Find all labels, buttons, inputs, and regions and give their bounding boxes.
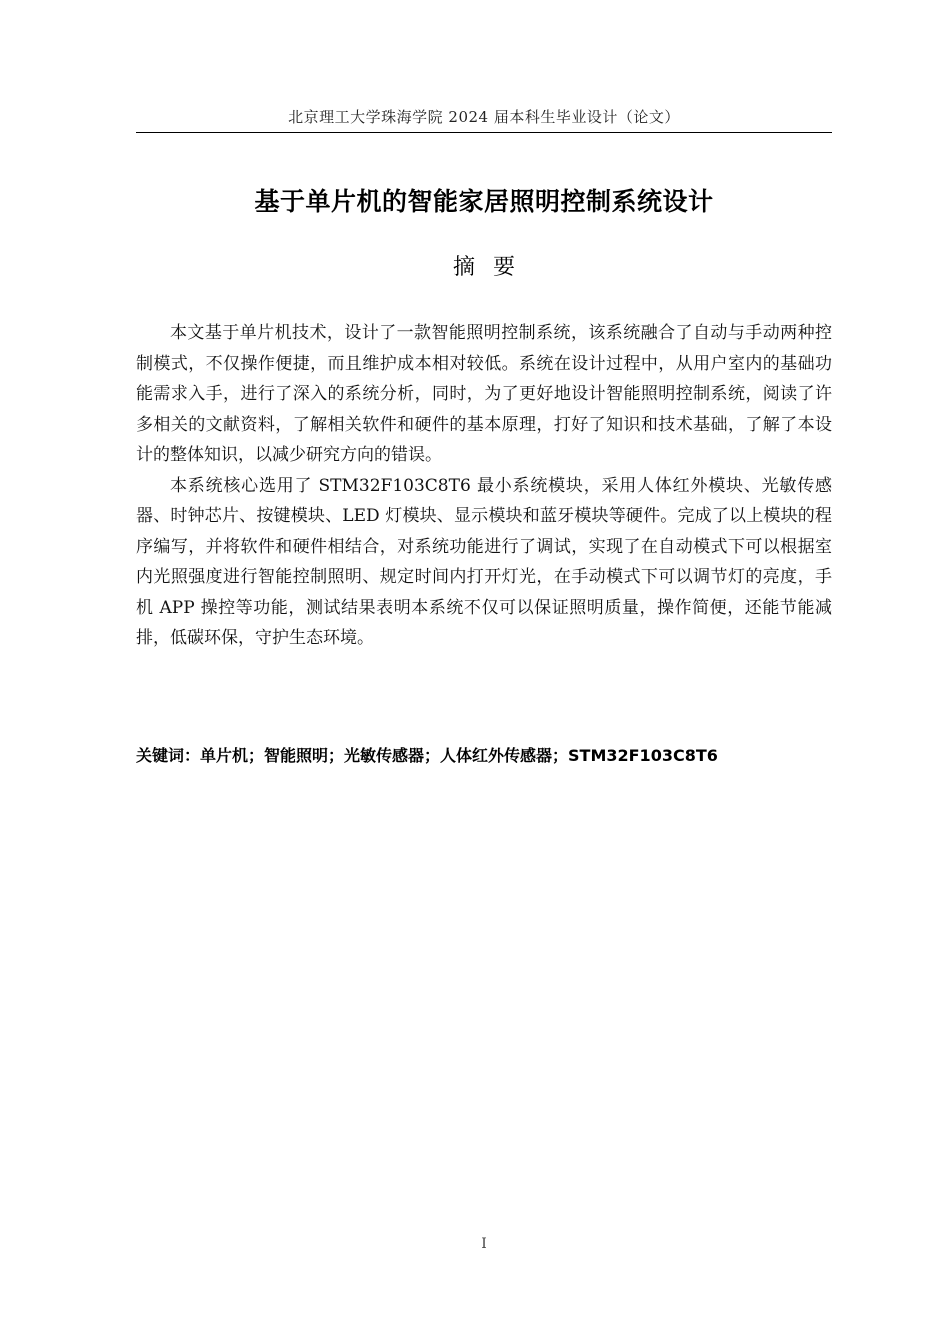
running-header-text: 北京理工大学珠海学院 2024 届本科生毕业设计（论文）: [288, 108, 680, 126]
running-header: [136, 106, 832, 133]
abstract-heading: 摘要: [452, 255, 533, 280]
thesis-title: 基于单片机的智能家居照明控制系统设计: [254, 187, 714, 216]
keywords-line: 关键词：单片机；智能照明；光敏传感器；人体红外传感器；STM32F103C8T6: [136, 746, 718, 765]
abstract-paragraph-2: 本系统核心选用了 STM32F103C8T6 最小系统模块，采用人体红外模块、光敏传感器、时钟芯片、按键模块、LED 灯模块、显示模块和蓝牙模块等硬件。完成了以上模块的程序编写，并将软件和硬件相结合，对系统功能进行了调试，实现了在自动模式下可以根据室内光照强度进行智能控制照明、规定时间内打开灯光，在手动模式下可以调节灯的亮度，手机 APP 操控等功能，测试结果表明本系统不仅可以保证照明质量，操作简便，还能节能减排，低碳环保，守护生态环境。: [136, 475, 832, 648]
page-number: I: [481, 1236, 487, 1252]
abstract-body: [136, 318, 832, 654]
abstract-paragraph-1: 本文基于单片机技术，设计了一款智能照明控制系统，该系统融合了自动与手动两种控制模式，不仅操作便捷，而且维护成本相对较低。系统在设计过程中，从用户室内的基础功能需求入手，进行了深入的系统分析，同时，为了更好地设计智能照明控制系统，阅读了许多相关的文献资料，了解相关软件和硬件的基本原理，打好了知识和技术基础，了解了本设计的整体知识，以减少研究方向的错误。: [136, 323, 832, 465]
